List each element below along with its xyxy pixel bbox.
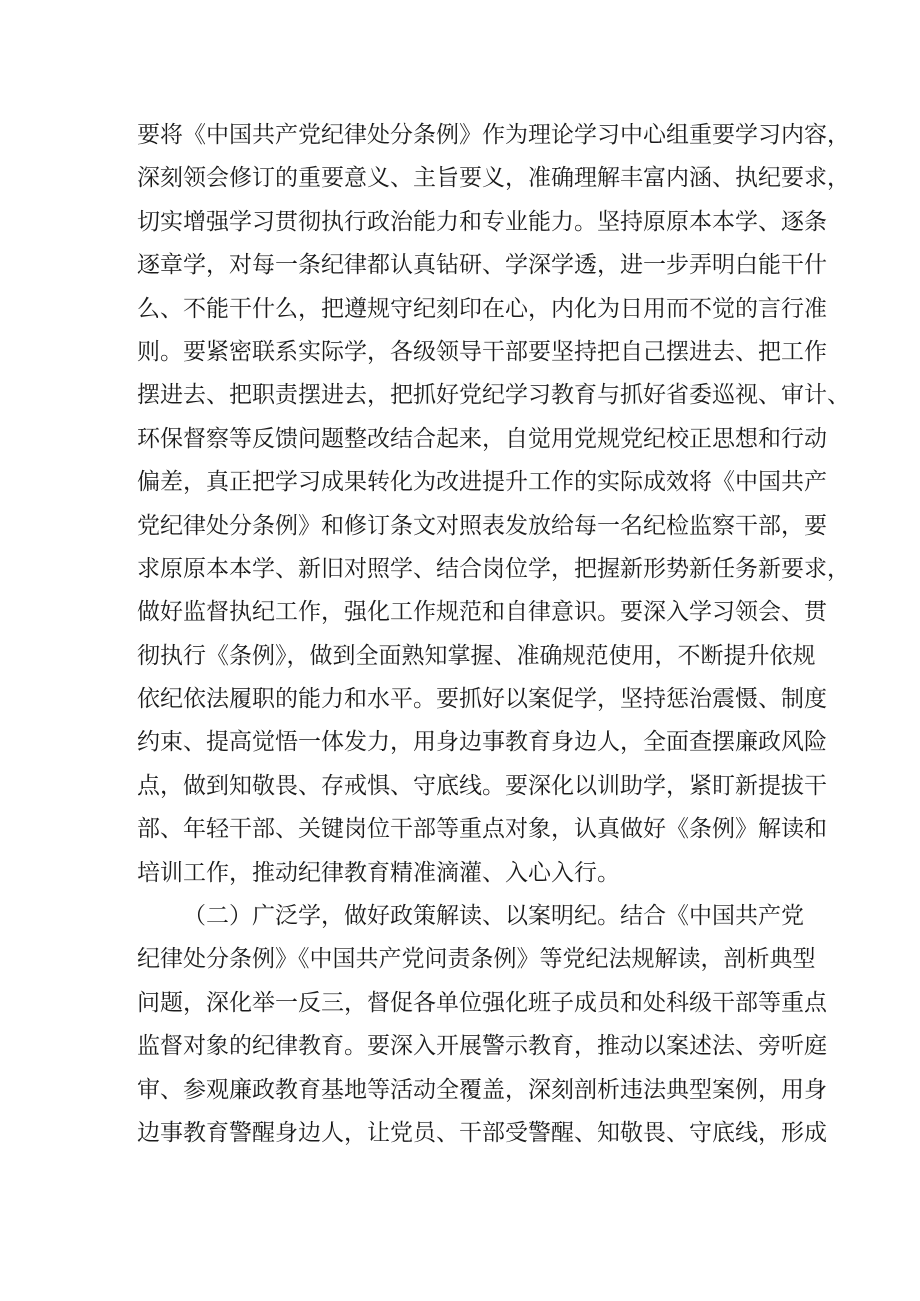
paragraph-2 xyxy=(137,895,827,1155)
text-line: 部、年轻干部、关键岗位干部等重点对象，认真做好《条例》解读和 xyxy=(137,816,827,843)
text-line: 约束、提高觉悟一体发力，用身边事教育身边人，全面查摆廉政风险 xyxy=(137,729,827,756)
document-body xyxy=(137,114,850,1155)
text-line: 则。要紧密联系实际学，各级领导干部要坚持把自己摆进去、把工作 xyxy=(137,338,827,365)
text-line: 点，做到知敬畏、存戒惧、守底线。要深化以训助学，紧盯新提拔干 xyxy=(137,772,827,799)
text-line: 党纪律处分条例》和修订条文对照表发放给每一名纪检监察干部，要 xyxy=(137,512,827,539)
text-line: 监督对象的纪律教育。要深入开展警示教育，推动以案述法、旁听庭 xyxy=(137,1033,827,1060)
text-line: 依纪依法履职的能力和水平。要抓好以案促学，坚持惩治震慑、制度 xyxy=(137,686,827,713)
text-line: 要将《中国共产党纪律处分条例》作为理论学习中心组重要学习内容， xyxy=(137,122,850,148)
text-line: 摆进去、把职责摆进去，把抓好党纪学习教育与抓好省委巡视、审计、 xyxy=(137,382,850,409)
text-line: 彻执行《条例》，做到全面熟知掌握、准确规范使用，不断提升依规 xyxy=(137,642,816,669)
text-line: 环保督察等反馈问题整改结合起来，自觉用党规党纪校正思想和行动 xyxy=(137,425,827,452)
text-line: 偏差，真正把学习成果转化为改进提升工作的实际成效将《中国共产 xyxy=(137,469,827,496)
text-line: 切实增强学习贯彻执行政治能力和专业能力。坚持原原本本学、逐条 xyxy=(137,208,827,235)
text-line: （二）广泛学，做好政策解读、以案明纪。结合《中国共产党 xyxy=(183,903,804,930)
text-line: 么、不能干什么，把遵规守纪刻印在心，内化为日用而不觉的言行准 xyxy=(137,295,827,322)
text-line: 逐章学，对每一条纪律都认真钻研、学深学透，进一步弄明白能干什 xyxy=(137,252,827,279)
text-line: 做好监督执纪工作，强化工作规范和自律意识。要深入学习领会、贯 xyxy=(137,599,827,626)
text-line: 深刻领会修订的重要意义、主旨要义，准确理解丰富内涵、执纪要求， xyxy=(137,165,850,192)
text-line: 培训工作，推动纪律教育精准滴灌、入心入行。 xyxy=(137,859,620,886)
text-line: 问题，深化举一反三，督促各单位强化班子成员和处科级干部等重点 xyxy=(137,989,827,1016)
text-line: 审、参观廉政教育基地等活动全覆盖，深刻剖析违法典型案例，用身 xyxy=(137,1076,827,1103)
text-line: 边事教育警醒身边人，让党员、干部受警醒、知敬畏、守底线，形成 xyxy=(137,1119,827,1146)
text-line: 纪律处分条例》《中国共产党问责条例》等党纪法规解读，剖析典型 xyxy=(137,946,816,973)
paragraph-1 xyxy=(137,114,850,895)
text-line: 求原原本本学、新旧对照学、结合岗位学，把握新形势新任务新要求， xyxy=(137,555,850,582)
